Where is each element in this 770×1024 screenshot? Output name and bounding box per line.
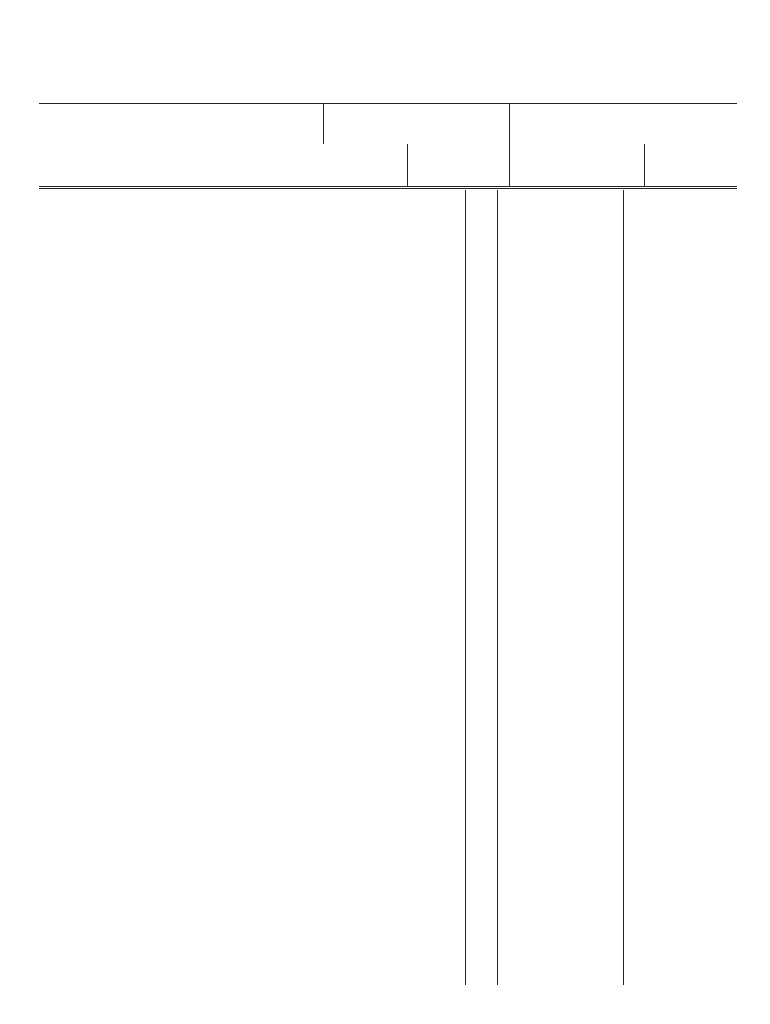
operating-report-table — [39, 190, 737, 985]
info-box — [39, 103, 737, 189]
table-header-row — [39, 190, 737, 212]
